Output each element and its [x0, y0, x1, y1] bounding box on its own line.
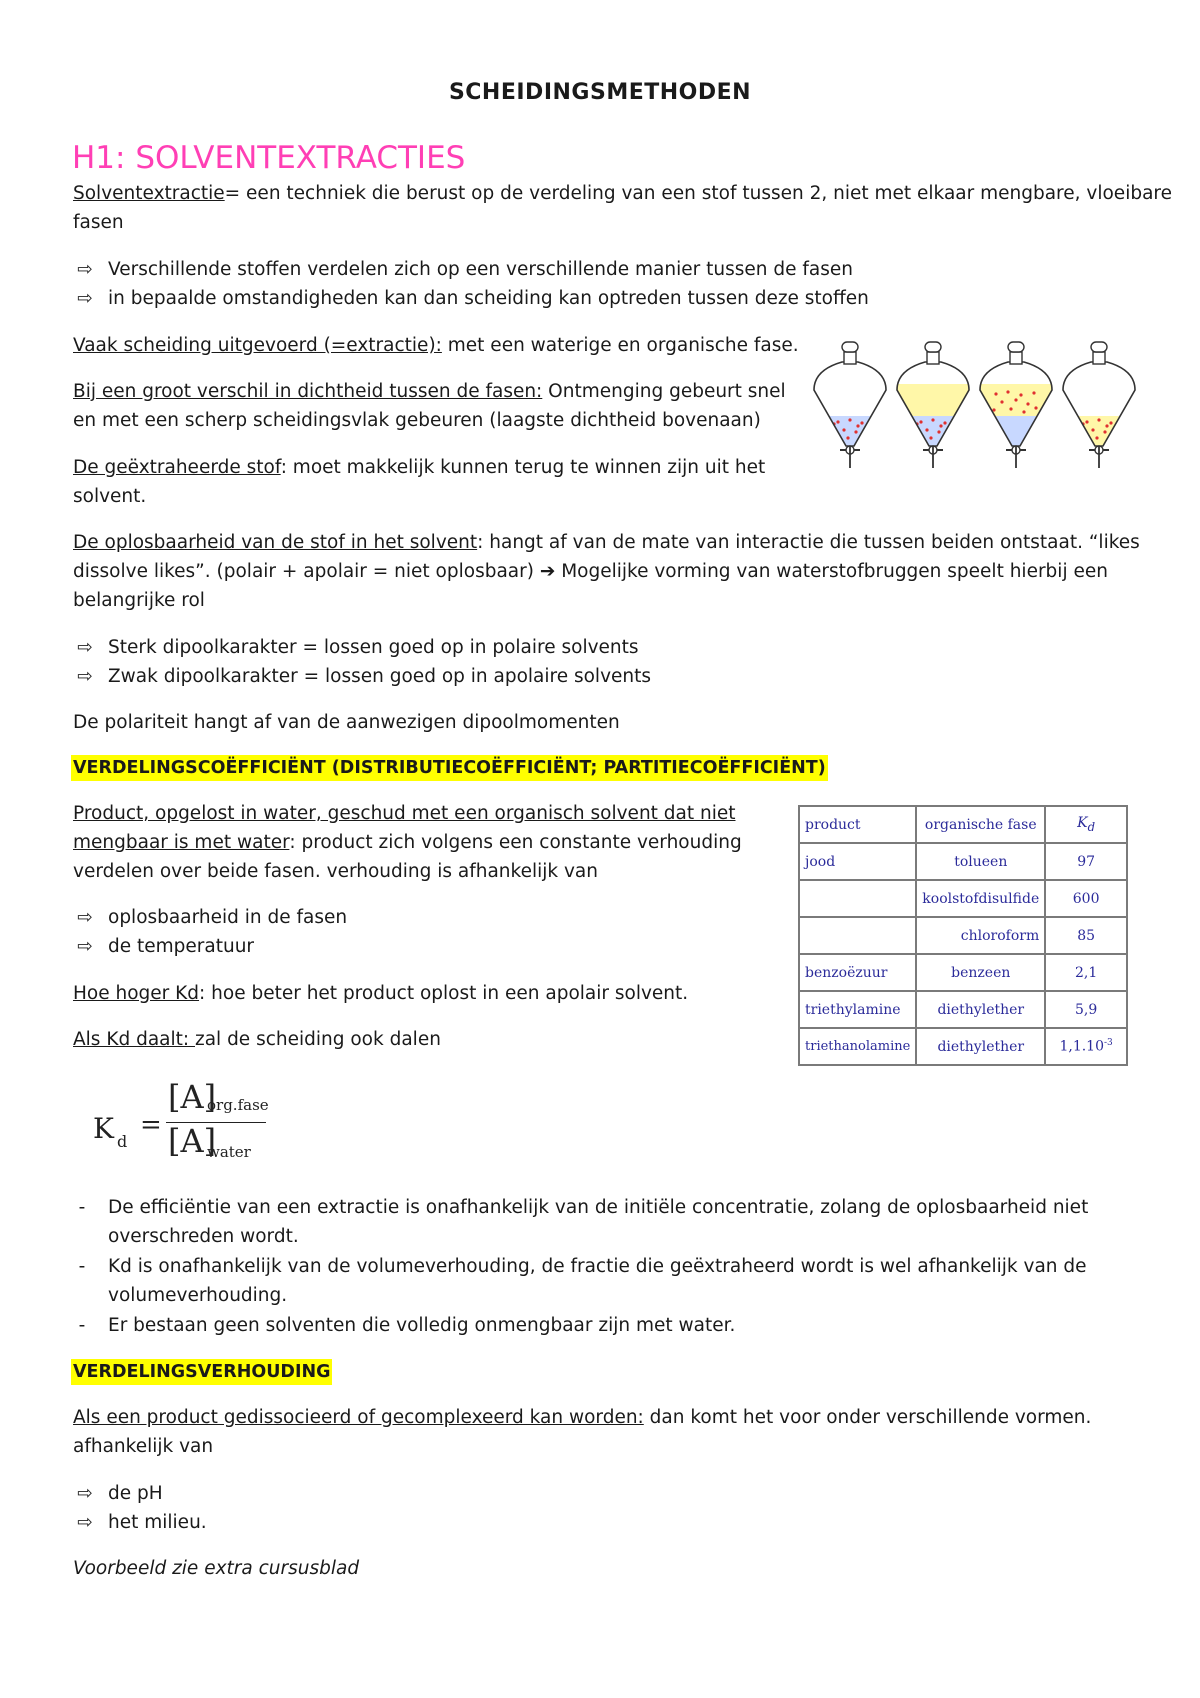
table-row [799, 843, 1127, 880]
intro-term: Solventextractie [73, 183, 225, 204]
table-cell: 5,9 [1045, 991, 1127, 1028]
table-cell: jood [799, 843, 916, 880]
separatory-funnels-illustration [812, 338, 1142, 478]
paragraph-product-3: verdelen over beide fasen. verhouding is afhankelijk van [73, 861, 598, 882]
formula-equals: = [140, 1110, 162, 1140]
table-cell: diethylether [916, 991, 1045, 1028]
table-cell: triethylamine [799, 991, 916, 1028]
table-cell: diethylether [916, 1028, 1045, 1065]
arrow-icon: ⇨ [77, 259, 93, 280]
particle-dot [1006, 390, 1009, 393]
table-cell: chloroform [916, 917, 1045, 954]
table-cell: tolueen [916, 843, 1045, 880]
particle-dot [1091, 428, 1094, 431]
table-cell: 600 [1045, 880, 1127, 917]
paragraph-hoe-hoger: Hoe hoger Kd: hoe beter het product oplost in een apolair solvent. [73, 983, 689, 1004]
arrow-icon: ⇨ [77, 1483, 93, 1504]
particle-dot [937, 430, 940, 433]
dash-bullet: - [78, 1256, 86, 1277]
table-cell: benzoëzuur [799, 954, 916, 991]
list-item: ⇨ Verschillende stoffen verdelen zich op een verschillende manier tussen de fasen [108, 257, 853, 283]
arrow-icon: ⇨ [77, 1512, 93, 1533]
arrow-icon: ⇨ [77, 907, 93, 928]
table-cell: 2,1 [1045, 954, 1127, 991]
list-item-continued: volumeverhouding. [108, 1285, 288, 1306]
paragraph-product-1: Product, opgelost in water, geschud met een organisch solvent dat niet [73, 803, 736, 824]
table-header-cell: $K_d$ [1045, 806, 1127, 843]
table-cell: triethanolamine [799, 1028, 916, 1065]
table-cell: 85 [1045, 917, 1127, 954]
kd-table [798, 805, 1128, 1066]
list-item: - De efficiëntie van een extractie is onafhankelijk van de initiële concentratie, zolang de oplosbaarheid niet [108, 1195, 1088, 1221]
upper-phase [1063, 384, 1135, 416]
table-row [799, 991, 1127, 1028]
section-heading-verdelingscoefficient: VERDELINGSCOËFFICIËNT (DISTRIBUTIECOËFFICIËNT; PARTITIECOËFFICIËNT) [71, 755, 828, 781]
particle-dot [860, 421, 863, 424]
particle-dot [1097, 418, 1100, 421]
arrow-icon: ⇨ [77, 936, 93, 957]
list-item: ⇨ de temperatuur [108, 934, 254, 960]
list-item: ⇨ Zwak dipoolkarakter = lossen goed op in apolaire solvents [108, 664, 651, 690]
formula-numerator-sub: org.fase [207, 1096, 269, 1114]
intro-line-1 [73, 181, 1172, 207]
particle-dot [1034, 406, 1037, 409]
paragraph-polariteit: De polariteit hangt af van de aanwezigen dipoolmomenten [73, 712, 620, 733]
table-cell [799, 917, 916, 954]
funnel-neck [927, 352, 939, 364]
table-cell: $1,1.10^{-3}$ [1045, 1028, 1127, 1065]
list-item: - Kd is onafhankelijk van de volumeverhouding, de fractie die geëxtraheerd wordt is wel afhankelijk van de [108, 1254, 1087, 1280]
table-row [799, 1028, 1127, 1065]
funnel-neck [1010, 352, 1022, 364]
table-cell [799, 880, 916, 917]
formula-lhs-sub: d [117, 1132, 128, 1151]
stopper [1091, 342, 1107, 352]
paragraph-dichtheid-2: en met een scherp scheidingsvlak gebeuren (laagste dichtheid bovenaan) [73, 410, 761, 431]
list-item: ⇨ in bepaalde omstandigheden kan dan scheiding kan optreden tussen deze stoffen [108, 286, 869, 312]
table-cell: 97 [1045, 843, 1127, 880]
particle-dot [1019, 393, 1022, 396]
formula-denominator: [A] [168, 1122, 217, 1160]
paragraph-geextraheerd: De geëxtraheerde stof: moet makkelijk kunnen terug te winnen zijn uit het [73, 457, 766, 478]
particle-dot [925, 428, 928, 431]
particle-dot [1109, 421, 1112, 424]
table-header-cell: product [799, 806, 916, 843]
table-row [799, 880, 1127, 917]
dash-bullet: - [78, 1197, 86, 1218]
list-item: ⇨ het milieu. [108, 1510, 207, 1536]
particle-dot [1032, 391, 1035, 394]
arrow-icon: ⇨ [77, 288, 93, 309]
section-heading-verdelingsverhouding: VERDELINGSVERHOUDING [71, 1359, 332, 1385]
particle-dot [1022, 410, 1025, 413]
table-row [799, 917, 1127, 954]
paragraph-vaak: Vaak scheiding uitgevoerd (=extractie): met een waterige en organische fase. [73, 335, 799, 356]
paragraph-product-2: mengbaar is met water: product zich volgens een constante verhouding [73, 832, 742, 853]
paragraph-oplosbaarheid-3: belangrijke rol [73, 590, 205, 611]
upper-phase [814, 384, 886, 416]
particle-dot [1026, 402, 1029, 405]
particle-dot [943, 421, 946, 424]
paragraph-dissociatie: Als een product gedissocieerd of gecomplexeerd kan worden: dan komt het voor onder verschillende vormen. [73, 1407, 1092, 1428]
particle-dot [856, 424, 859, 427]
list-item-continued: overschreden wordt. [108, 1226, 299, 1247]
list-item: ⇨ de pH [108, 1481, 163, 1507]
funnel-1 [814, 342, 886, 468]
stopper [842, 342, 858, 352]
table-header-cell: organische fase [916, 806, 1045, 843]
particle-dot [994, 392, 997, 395]
list-item: - Er bestaan geen solventen die volledig onmengbaar zijn met water. [108, 1313, 735, 1339]
particle-dot [1085, 420, 1088, 423]
paragraph-oplosbaarheid: De oplosbaarheid van de stof in het solvent: hangt af van de mate van interactie die tussen beiden ontstaat. “likes [73, 532, 1140, 553]
paragraph-geextraheerd-2: solvent. [73, 486, 147, 507]
paragraph-dissociatie-2: afhankelijk van [73, 1436, 214, 1457]
particle-dot [846, 436, 849, 439]
list-item: ⇨ oplosbaarheid in de fasen [108, 905, 347, 931]
table-row [799, 954, 1127, 991]
table-cell: koolstofdisulfide [916, 880, 1045, 917]
arrow-icon: ⇨ [77, 637, 93, 658]
funnel-neck [1093, 352, 1105, 364]
document-title: SCHEIDINGSMETHODEN [448, 80, 752, 105]
particle-dot [848, 418, 851, 421]
particle-dot [1000, 400, 1003, 403]
table-cell: benzeen [916, 954, 1045, 991]
funnel-3 [980, 342, 1052, 468]
formula-lhs: K [93, 1112, 114, 1145]
particle-dot [919, 420, 922, 423]
table-header-row [799, 806, 1127, 843]
funnel-4 [1063, 342, 1135, 468]
particle-dot [854, 430, 857, 433]
paragraph-oplosbaarheid-2: dissolve likes”. (polair + apolair = niet oplosbaar) ➔ Mogelijke vorming van waterstofbruggen speelt hierbij een [73, 561, 1108, 582]
particle-dot [1103, 430, 1106, 433]
particle-dot [1014, 398, 1017, 401]
particle-dot [929, 436, 932, 439]
intro-line-2: fasen [73, 212, 124, 233]
intro-definition: = een techniek die berust op de verdeling van een stof tussen 2, niet met elkaar mengbare, vloeibare [224, 183, 1172, 204]
formula-numerator: [A] [168, 1078, 217, 1116]
formula-denominator-sub: water [207, 1143, 251, 1161]
paragraph-dichtheid: Bij een groot verschil in dichtheid tussen de fasen: Ontmenging gebeurt snel [73, 381, 786, 402]
paragraph-als-kd: Als Kd daalt: zal de scheiding ook dalen [73, 1029, 441, 1050]
funnel-2 [897, 342, 969, 468]
funnel-neck [844, 352, 856, 364]
particle-dot [939, 424, 942, 427]
arrow-icon: ⇨ [77, 666, 93, 687]
example-note: Voorbeeld zie extra cursusblad [73, 1558, 360, 1579]
upper-phase [897, 384, 969, 416]
stopper [925, 342, 941, 352]
particle-dot [842, 428, 845, 431]
particle-dot [1105, 424, 1108, 427]
particle-dot [1095, 436, 1098, 439]
stopper [1008, 342, 1024, 352]
list-item: ⇨ Sterk dipoolkarakter = lossen goed op in polaire solvents [108, 635, 639, 661]
particle-dot [836, 420, 839, 423]
chapter-heading: H1: SOLVENTEXTRACTIES [72, 140, 466, 176]
dash-bullet: - [78, 1315, 86, 1336]
particle-dot [1009, 407, 1012, 410]
particle-dot [931, 418, 934, 421]
kd-formula [90, 1078, 290, 1172]
